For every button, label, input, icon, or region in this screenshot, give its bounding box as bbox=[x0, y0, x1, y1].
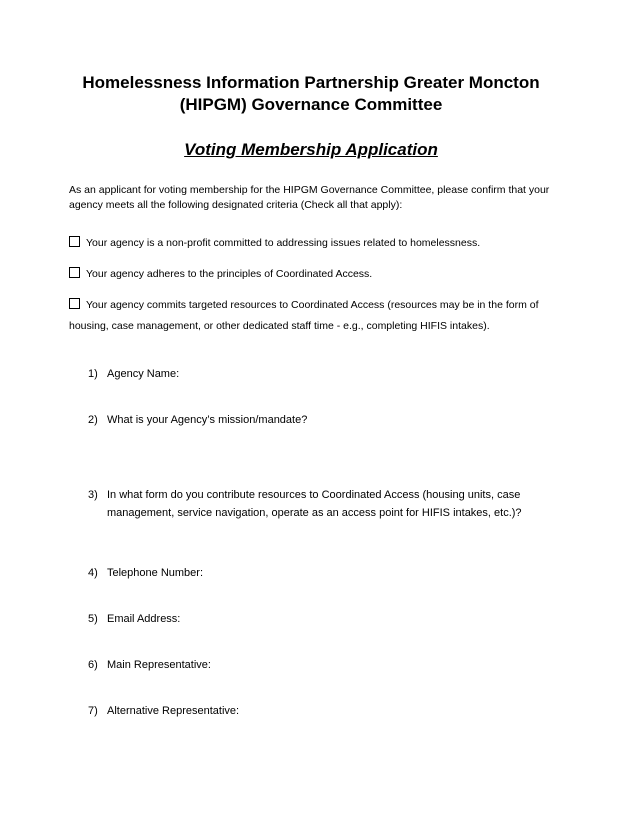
document-title-line-1: Homelessness Information Partnership Greater Moncton bbox=[82, 73, 540, 92]
criterion-label: Your agency is a non-profit committed to addressing issues related to homelessness. bbox=[86, 237, 481, 249]
intro-paragraph: As an applicant for voting membership for the HIPGM Governance Committee, please confirm that your agency meets all the following designated criteria (Check all that apply): bbox=[69, 184, 550, 211]
question-text: Agency Name: bbox=[107, 368, 180, 380]
question-text: In what form do you contribute resources to Coordinated Access (housing units, case management, service navigation, operate as an access point for HIFIS intakes, etc.)? bbox=[107, 489, 522, 519]
question-number: 1) bbox=[88, 368, 98, 380]
criterion-label: Your agency adheres to the principles of Coordinated Access. bbox=[86, 268, 373, 280]
question-text: Main Representative: bbox=[107, 659, 211, 671]
question-item bbox=[88, 656, 568, 674]
question-item bbox=[88, 610, 568, 628]
criterion-item bbox=[69, 295, 569, 337]
question-text: Email Address: bbox=[107, 613, 181, 625]
question-item bbox=[88, 365, 568, 383]
question-item bbox=[88, 702, 568, 720]
document-subtitle: Voting Membership Application bbox=[184, 140, 438, 159]
question-text: Alternative Representative: bbox=[107, 705, 240, 717]
question-number: 7) bbox=[88, 705, 98, 717]
question-text: What is your Agency’s mission/mandate? bbox=[107, 414, 308, 426]
question-item bbox=[88, 564, 568, 582]
question-number: 4) bbox=[88, 567, 98, 579]
criterion-checkbox[interactable] bbox=[69, 267, 80, 278]
question-number: 2) bbox=[88, 414, 98, 426]
criterion-item bbox=[69, 264, 569, 285]
document-title-line-2: (HIPGM) Governance Committee bbox=[179, 95, 443, 114]
question-item bbox=[88, 486, 568, 522]
criterion-checkbox[interactable] bbox=[69, 298, 80, 309]
question-number: 6) bbox=[88, 659, 98, 671]
question-number: 5) bbox=[88, 613, 98, 625]
criterion-checkbox[interactable] bbox=[69, 236, 80, 247]
criterion-label: Your agency commits targeted resources to Coordinated Access (resources may be in the form of housing, case management, or other dedicated staff time - e.g., completing HIFIS intakes). bbox=[69, 299, 539, 332]
question-text: Telephone Number: bbox=[107, 567, 204, 579]
question-item bbox=[88, 411, 568, 429]
question-number: 3) bbox=[88, 489, 98, 501]
criterion-item bbox=[69, 233, 569, 254]
